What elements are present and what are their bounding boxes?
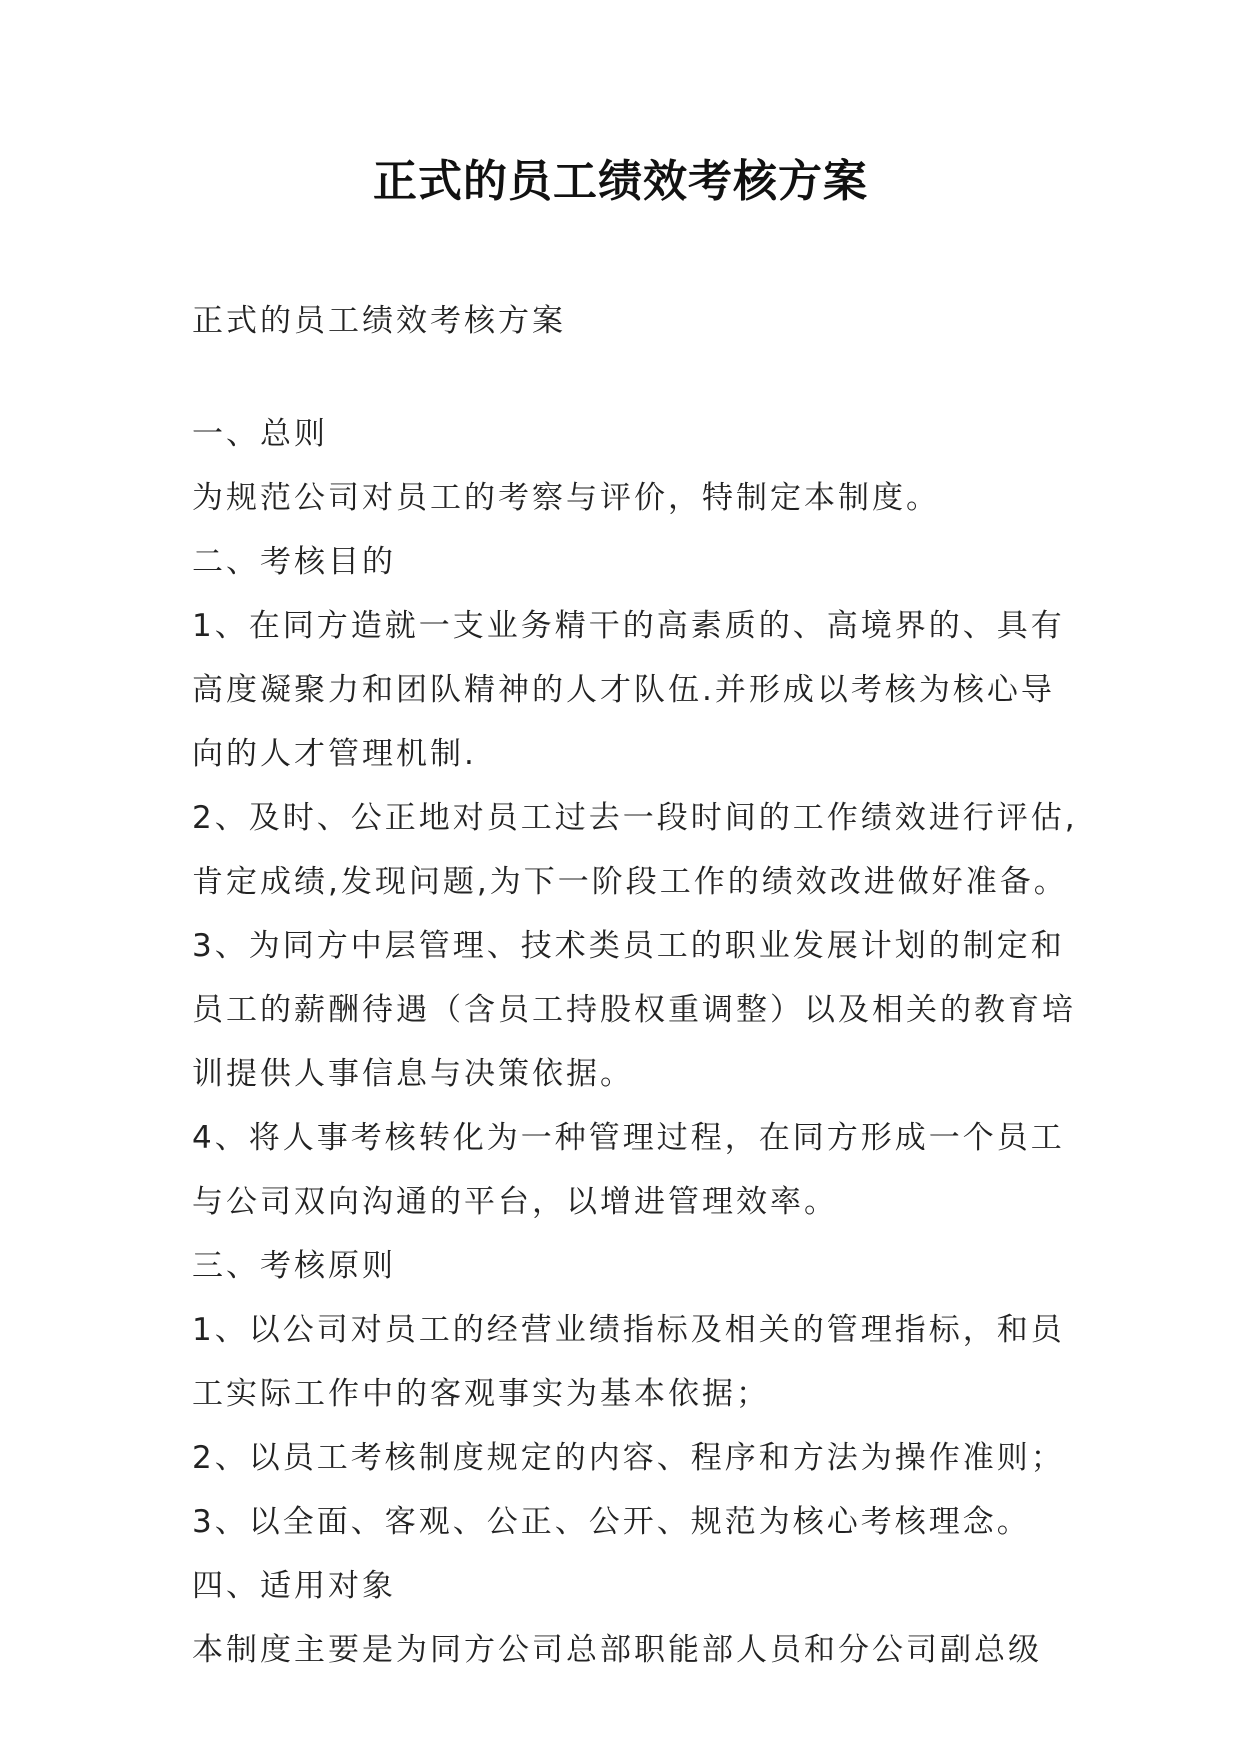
section-heading-principles: 三、考核原则 xyxy=(192,1248,396,1284)
paragraph-line: 2、以员工考核制度规定的内容、程序和方法为操作准则； xyxy=(192,1440,1065,1476)
paragraph-line: 2、及时、公正地对员工过去一段时间的工作绩效进行评估, xyxy=(192,800,1078,836)
paragraph-line: 工实际工作中的客观事实为基本依据； xyxy=(192,1376,770,1412)
paragraph-line: 训提供人事信息与决策依据。 xyxy=(192,1056,634,1092)
section-heading-general: 一、总则 xyxy=(192,416,328,452)
paragraph-line: 4、将人事考核转化为一种管理过程，在同方形成一个员工 xyxy=(192,1120,1065,1156)
paragraph-line: 员工的薪酬待遇（含员工持股权重调整）以及相关的教育培 xyxy=(192,992,1076,1028)
paragraph-line: 3、为同方中层管理、技术类员工的职业发展计划的制定和 xyxy=(192,928,1065,964)
section-heading-purpose: 二、考核目的 xyxy=(192,544,396,580)
section-heading-scope: 四、适用对象 xyxy=(192,1568,396,1604)
paragraph-line: 高度凝聚力和团队精神的人才队伍.并形成以考核为核心导 xyxy=(192,672,1055,708)
paragraph-line: 与公司双向沟通的平台，以增进管理效率。 xyxy=(192,1184,838,1220)
document-subtitle: 正式的员工绩效考核方案 xyxy=(192,303,566,339)
paragraph-line: 3、以全面、客观、公正、公开、规范为核心考核理念。 xyxy=(192,1504,1031,1540)
paragraph-line: 本制度主要是为同方公司总部职能部人员和分公司副总级 xyxy=(192,1632,1042,1668)
document-title: 正式的员工绩效考核方案 xyxy=(373,156,868,207)
paragraph-line: 向的人才管理机制. xyxy=(192,736,477,772)
paragraph-line: 肯定成绩,发现问题,为下一阶段工作的绩效改进做好准备。 xyxy=(192,864,1068,900)
paragraph-line: 1、以公司对员工的经营业绩指标及相关的管理指标，和员 xyxy=(192,1312,1065,1348)
paragraph-line: 为规范公司对员工的考察与评价，特制定本制度。 xyxy=(192,480,940,516)
paragraph-line: 1、在同方造就一支业务精干的高素质的、高境界的、具有 xyxy=(192,608,1065,644)
document-body xyxy=(192,402,1078,1682)
